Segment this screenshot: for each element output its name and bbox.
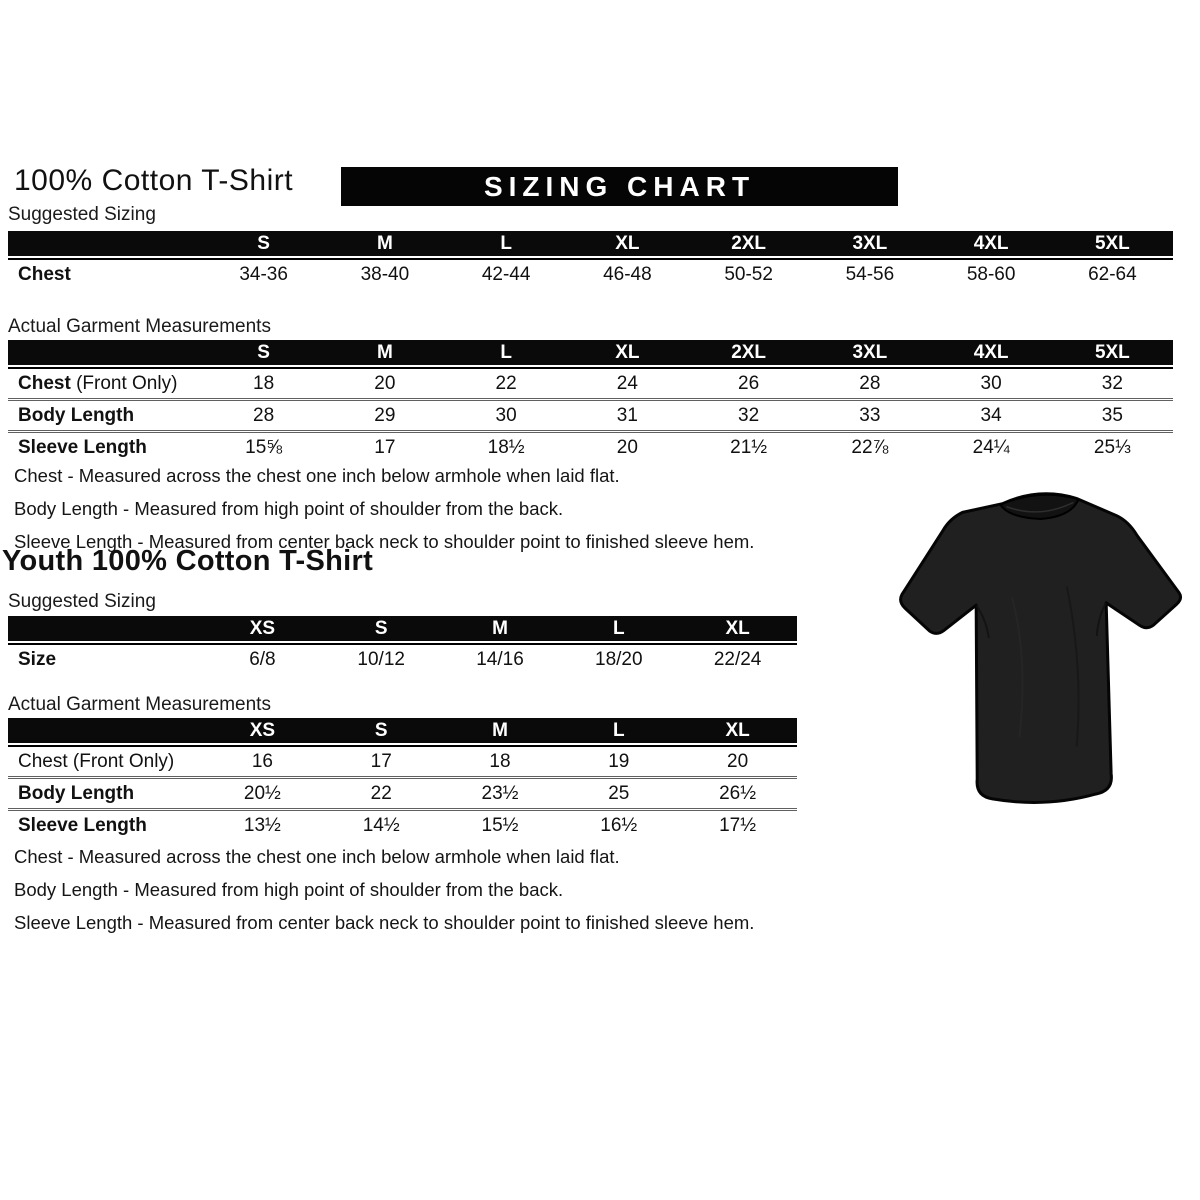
size-value: 58-60	[966, 263, 1016, 285]
size-value: 20	[616, 436, 638, 458]
table-header-row	[8, 616, 797, 641]
column-header-m: M	[376, 341, 393, 363]
column-header-3xl: 3XL	[852, 232, 888, 254]
youth-actual-measurements-table	[8, 718, 797, 840]
sizing-chart-banner: SIZING CHART	[341, 167, 898, 206]
size-value: 25⅓	[1093, 436, 1131, 458]
youth-measurement-notes	[14, 840, 754, 939]
size-value: 20	[374, 372, 396, 394]
size-value: 32	[738, 404, 760, 426]
column-header-l: L	[500, 341, 512, 363]
row-label: Sleeve Length	[18, 436, 147, 458]
size-value: 13½	[243, 814, 281, 836]
size-value: 29	[374, 404, 396, 426]
adult-suggested-sizing-table	[8, 231, 1173, 289]
size-value: 28	[859, 372, 881, 394]
size-value: 30	[495, 404, 517, 426]
size-value: 31	[616, 404, 638, 426]
column-header-5xl: 5XL	[1094, 341, 1130, 363]
note-line: Chest - Measured across the chest one inch below armhole when laid flat.	[14, 465, 620, 486]
size-value: 33	[859, 404, 881, 426]
adult-measurement-notes	[14, 459, 754, 558]
size-value: 32	[1101, 372, 1123, 394]
column-header-4xl: 4XL	[973, 232, 1009, 254]
column-header-l: L	[500, 232, 512, 254]
page-title: 100% Cotton T-Shirt	[14, 164, 294, 197]
table-header-row	[8, 340, 1173, 365]
note-line: Chest - Measured across the chest one inch below armhole when laid flat.	[14, 846, 620, 867]
size-value: 14/16	[476, 648, 524, 670]
row-label: Chest (Front Only)	[18, 750, 175, 772]
youth-actual-measurements-label: Actual Garment Measurements	[8, 694, 271, 715]
column-header-s: S	[257, 341, 270, 363]
column-header-5xl: 5XL	[1094, 232, 1130, 254]
column-header-2xl: 2XL	[731, 232, 767, 254]
column-header-xl: XL	[615, 232, 640, 254]
row-label: Chest	[18, 263, 71, 285]
size-value: 10/12	[357, 648, 405, 670]
table-row	[8, 776, 797, 808]
row-label: Body Length	[18, 404, 135, 426]
size-value: 17	[370, 750, 392, 772]
column-header-l: L	[612, 617, 625, 639]
column-header-xl: XL	[615, 341, 640, 363]
column-header-4xl: 4XL	[973, 341, 1009, 363]
size-value: 17	[374, 436, 396, 458]
size-value: 28	[253, 404, 275, 426]
size-value: 26½	[719, 782, 757, 804]
size-value: 20	[727, 750, 749, 772]
size-value: 35	[1101, 404, 1123, 426]
size-value: 25	[608, 782, 630, 804]
size-value: 30	[980, 372, 1002, 394]
size-value: 18	[489, 750, 511, 772]
column-header-xs: XS	[249, 719, 276, 741]
column-header-xs: XS	[249, 617, 276, 639]
note-line: Sleeve Length - Measured from center back neck to shoulder point to finished sleeve hem.	[14, 912, 755, 933]
column-header-m: M	[492, 719, 508, 741]
column-header-xl: XL	[725, 617, 750, 639]
row-label: Chest (Front Only)	[18, 372, 178, 394]
size-value: 24¼	[972, 436, 1010, 458]
size-value: 23½	[481, 782, 519, 804]
size-value: 19	[608, 750, 630, 772]
column-header-m: M	[492, 617, 508, 639]
youth-title: Youth 100% Cotton T-Shirt	[2, 545, 374, 577]
youth-suggested-sizing-table	[8, 616, 797, 674]
note-line: Body Length - Measured from high point of shoulder from the back.	[14, 879, 564, 900]
row-label: Body Length	[18, 782, 135, 804]
table-header-row	[8, 718, 797, 743]
note-line: Body Length - Measured from high point of shoulder from the back.	[14, 498, 564, 519]
size-value: 22⅞	[851, 436, 889, 458]
size-value: 50-52	[724, 263, 773, 285]
table-header-row	[8, 231, 1173, 256]
size-value: 46-48	[603, 263, 652, 285]
size-value: 20½	[243, 782, 281, 804]
column-header-s: S	[257, 232, 270, 254]
size-value: 62-64	[1088, 263, 1137, 285]
size-value: 54-56	[845, 263, 895, 285]
size-value: 42-44	[481, 263, 531, 285]
size-value: 18½	[487, 436, 525, 458]
adult-actual-measurements-label: Actual Garment Measurements	[8, 316, 271, 337]
size-value: 21½	[730, 436, 768, 458]
table-row	[8, 369, 1173, 398]
size-value: 38-40	[360, 263, 410, 285]
size-value: 14½	[362, 814, 400, 836]
size-value: 17½	[719, 814, 757, 836]
table-row	[8, 398, 1173, 430]
size-value: 16	[251, 750, 273, 772]
size-value: 24	[616, 372, 638, 394]
size-value: 26	[738, 372, 760, 394]
table-row	[8, 747, 797, 776]
column-header-2xl: 2XL	[731, 341, 767, 363]
size-value: 22/24	[713, 648, 762, 670]
table-row	[8, 645, 797, 674]
column-header-m: M	[376, 232, 393, 254]
row-label: Sleeve Length	[18, 814, 147, 836]
youth-suggested-sizing-label: Suggested Sizing	[8, 591, 156, 612]
table-row	[8, 808, 797, 840]
size-value: 16½	[600, 814, 638, 836]
size-value: 34-36	[239, 263, 288, 285]
size-value: 18	[253, 372, 275, 394]
size-value: 22	[495, 372, 517, 394]
table-row	[8, 260, 1173, 289]
column-header-s: S	[374, 719, 388, 741]
size-value: 34	[980, 404, 1002, 426]
column-header-s: S	[374, 617, 388, 639]
size-value: 15⅝	[245, 436, 283, 458]
size-value: 18/20	[595, 648, 643, 670]
size-value: 22	[370, 782, 392, 804]
size-value: 15½	[481, 814, 519, 836]
column-header-l: L	[612, 719, 625, 741]
tshirt-image	[893, 477, 1193, 827]
adult-suggested-sizing-label: Suggested Sizing	[8, 204, 156, 225]
table-row	[8, 430, 1173, 462]
column-header-xl: XL	[725, 719, 750, 741]
note-line: Sleeve Length - Measured from center back neck to shoulder point to finished sleeve hem.	[14, 531, 755, 552]
adult-actual-measurements-table	[8, 340, 1173, 462]
size-value: 6/8	[249, 648, 276, 670]
column-header-3xl: 3XL	[852, 341, 888, 363]
row-label: Size	[18, 648, 57, 670]
